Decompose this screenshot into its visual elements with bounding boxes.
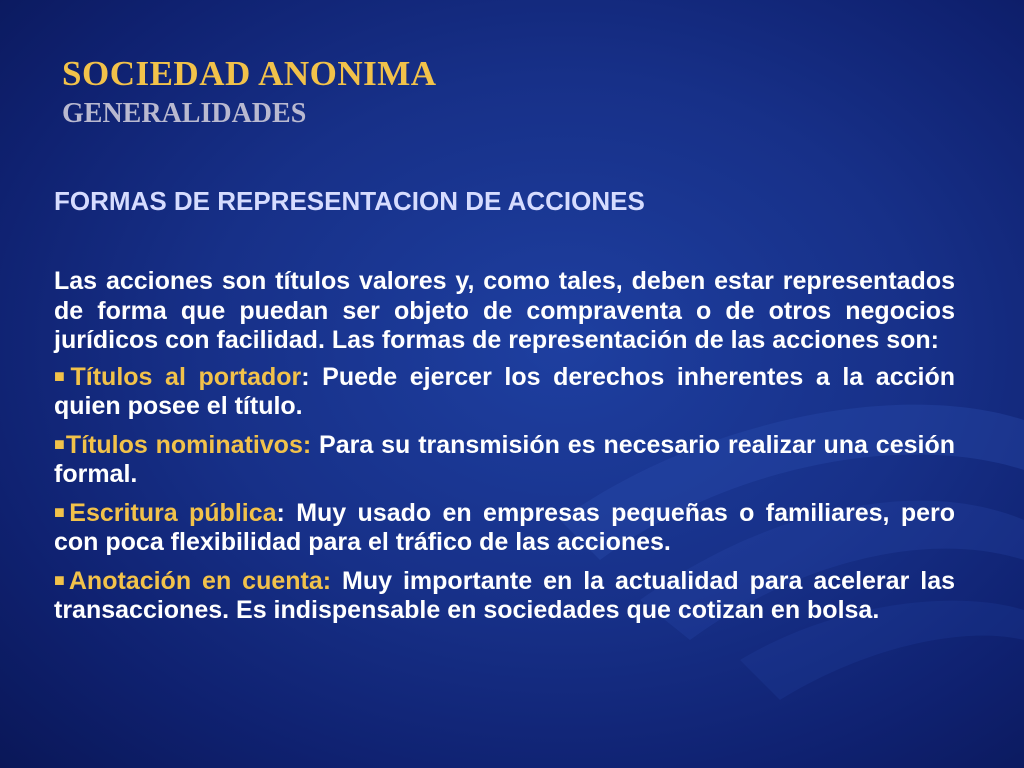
list-item (54, 430, 955, 490)
bullet-text: Muy importante en la actualidad para acelerar las transacciones. Es indispensable en sociedades que cotizan en bolsa. (54, 566, 955, 624)
bullet-text: Muy usado en empresas pequeñas o familiares, pero con poca flexibilidad para el tráfico de las acciones. (54, 498, 955, 556)
bullet-term: Anotación en cuenta: (68, 566, 332, 595)
slide-body (54, 185, 955, 634)
section-heading: FORMAS DE REPRESENTACION DE ACCIONES (54, 186, 645, 216)
square-bullet-icon: ■ (54, 365, 71, 386)
square-bullet-icon: ■ (54, 569, 69, 590)
bullet-separator: : (276, 498, 285, 527)
bullet-text: Puede ejercer los derechos inherentes a la acción quien posee el título. (54, 362, 955, 420)
list-item (54, 498, 955, 558)
bullet-text: Para su transmisión es necesario realizar una cesión formal. (54, 430, 956, 488)
slide-subtitle: GENERALIDADES (62, 98, 307, 129)
bullet-term: Escritura pública (69, 498, 277, 527)
intro-paragraph: Las acciones son títulos valores y, como tales, deben estar representados de forma que puedan ser objeto de compraventa o de otros negocios jurídicos con facilidad. Las formas de representación de las acciones son: (54, 267, 955, 354)
square-bullet-icon: ■ (54, 433, 66, 454)
square-bullet-icon: ■ (54, 501, 70, 522)
slide-title: SOCIEDAD ANONIMA (62, 54, 437, 93)
list-item (54, 566, 955, 626)
bullet-term: Títulos nominativos: (65, 430, 312, 459)
slide-header (62, 54, 437, 130)
bullet-separator: : (301, 362, 310, 391)
list-item (54, 362, 955, 422)
bullet-term: Títulos al portador (70, 362, 302, 391)
